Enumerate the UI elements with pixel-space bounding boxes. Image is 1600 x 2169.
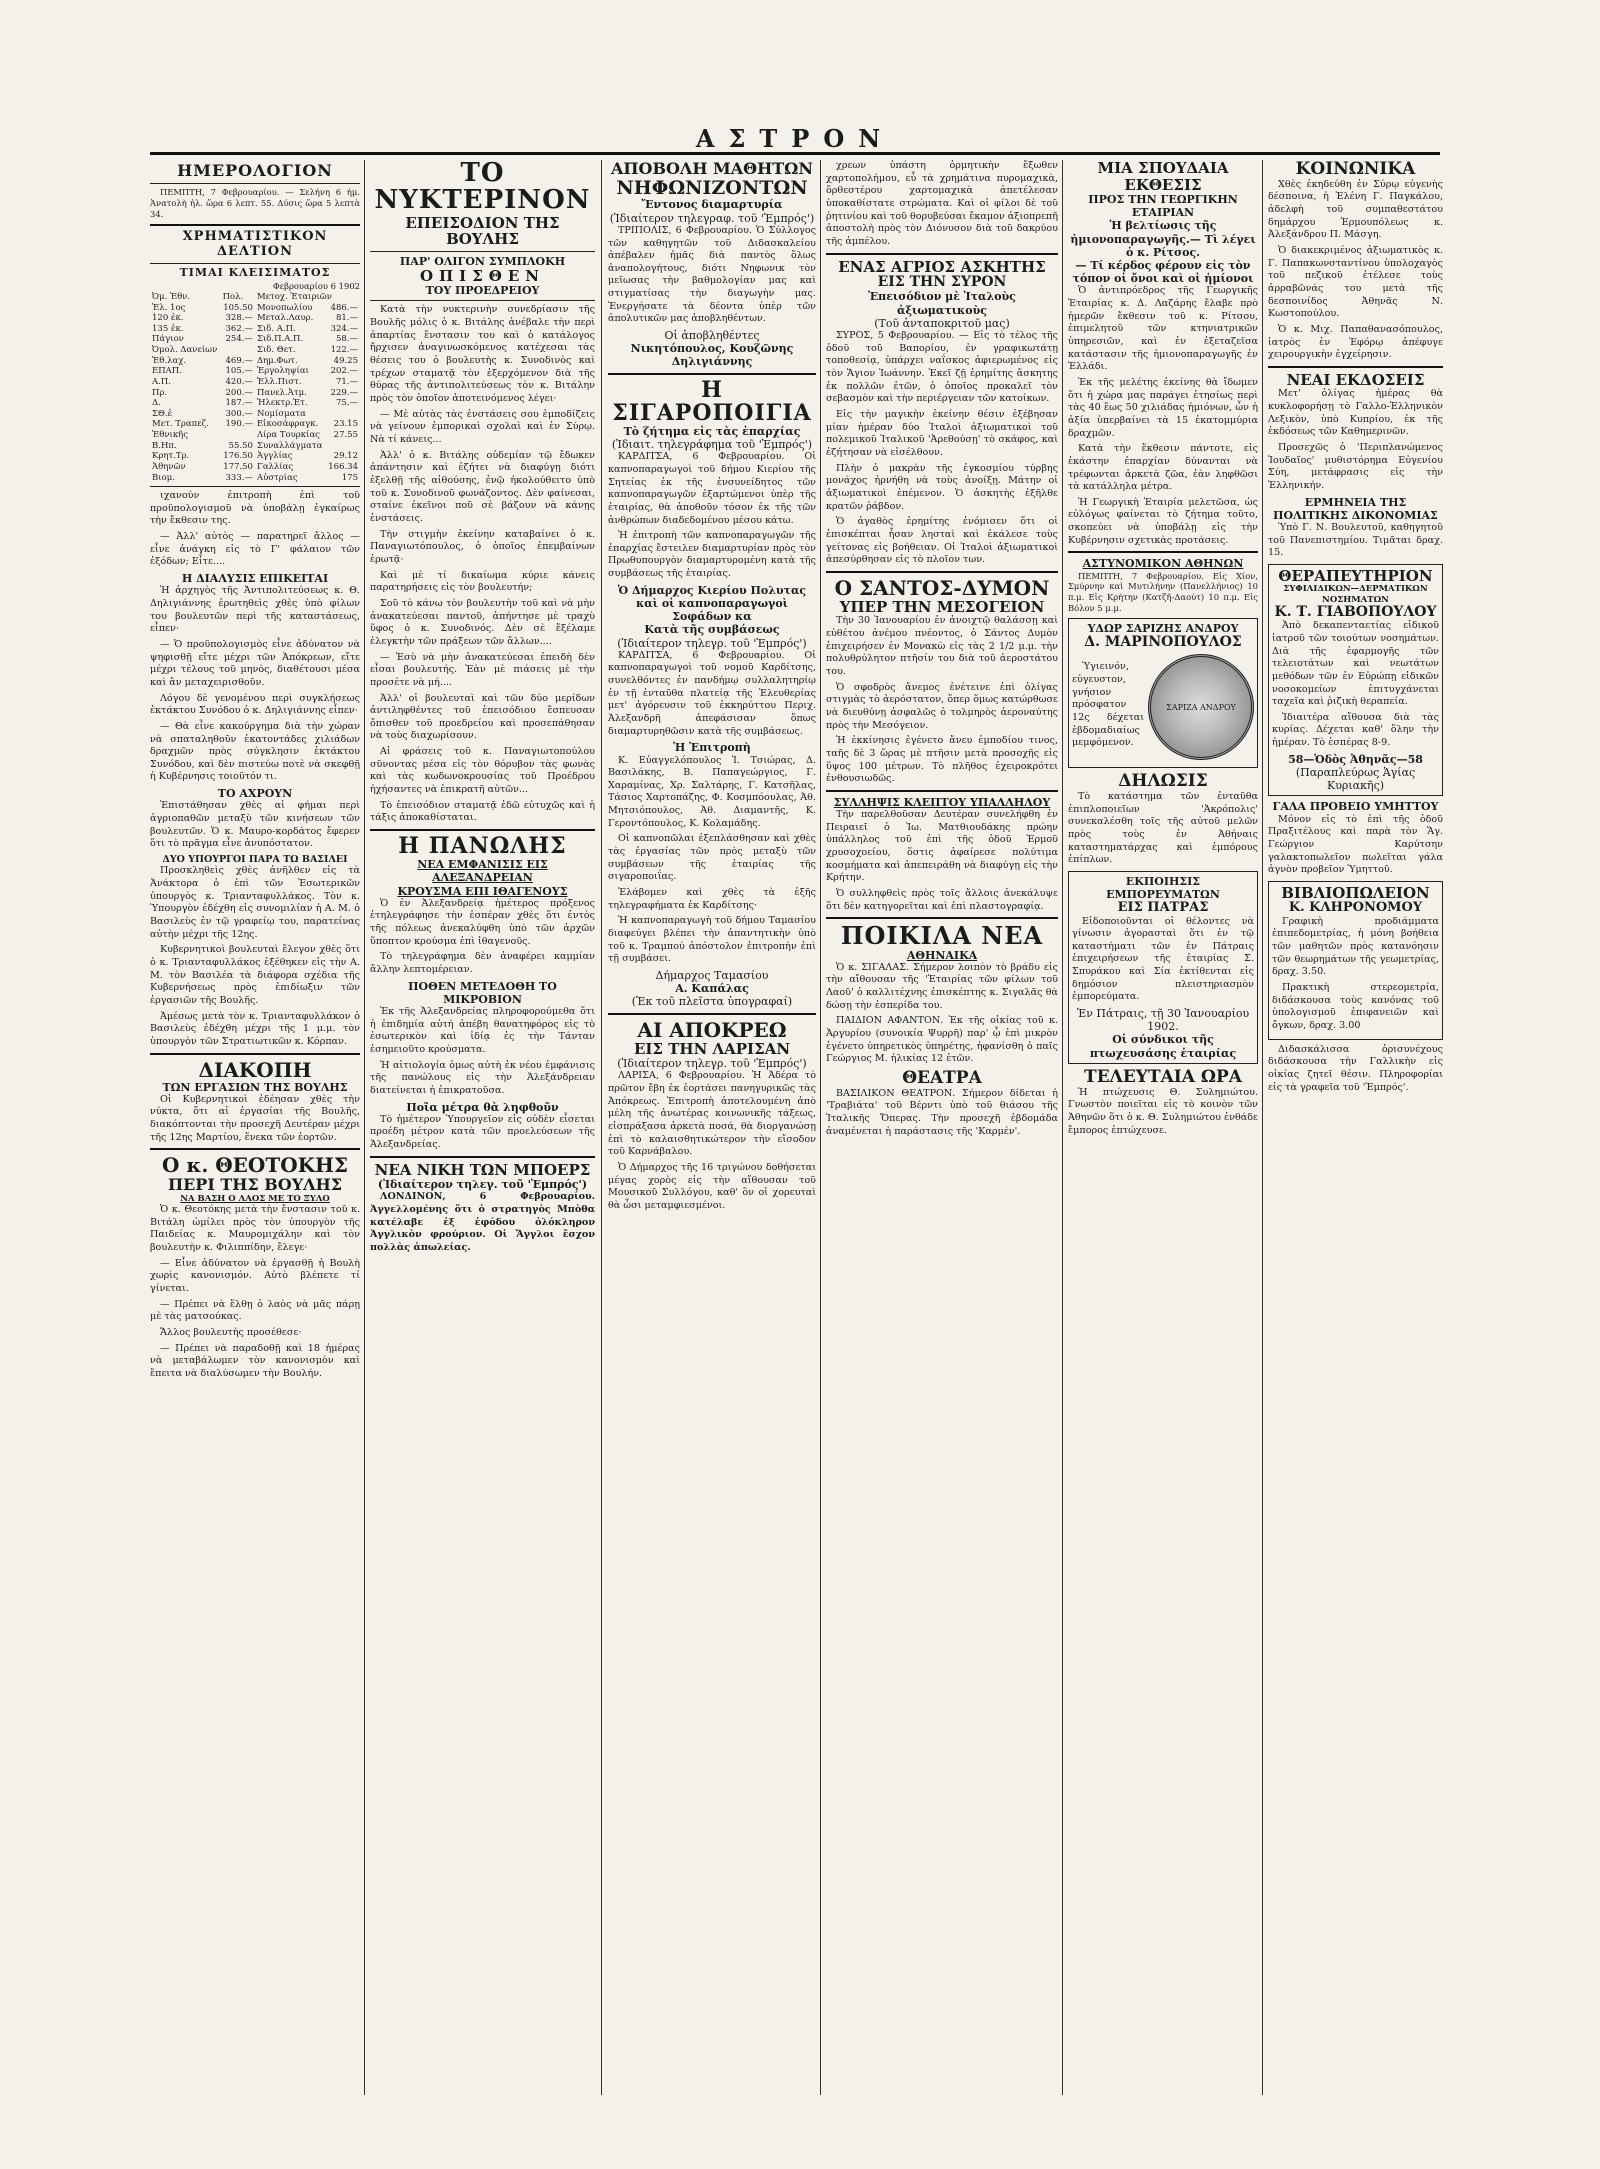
article-text: Οἱ Κυβερνητικοὶ ἐδέησαν χθὲς τὴν νύκτα, ὅτι αἱ ἐργασίαι τῆς Βουλῆς, διακόπτονται τὴν προσεχῆ Δευτέραν μέχρι τῆς 12ης Μαρτίου, ἕνεκα τῶν ἑορτῶν. [150, 1093, 360, 1143]
divider [608, 1013, 816, 1015]
article-title: ΔΙΑΚΟΠΗ [198, 1057, 312, 1082]
table-cell: Μονοπωλίου [256, 302, 313, 313]
article-title: ΑΣΤΥΝΟΜΙΚΟΝ ΑΘΗΝΩΝ [1082, 557, 1244, 571]
table-cell: Α.Π. [152, 376, 171, 387]
table-cell: 328.— [225, 313, 253, 324]
article-text: Ὑπὸ Γ. Ν. Βουλευτοῦ, καθηγητοῦ τοῦ Πανεπιστημίου. Τιμᾶται δραχ. 15. [1268, 522, 1443, 559]
divider [370, 251, 595, 252]
article-text: Εἰς τὴν μαγικὴν ἐκείνην θέσιν ἐξέβησαν μίαν ἡμέραν δύο Ἰταλοὶ ἀξιωματικοὶ τοῦ πολεμικοῦ Ἰταλικοῦ 'Ἀρεθούσῃ' τὸ σκάφος, καὶ ἐζήτησαν νὰ εἰσέλθουν. [826, 408, 1058, 458]
table-header-cell: Πολ. [222, 291, 244, 302]
table-row [150, 398, 360, 409]
ad-text: Ἐν Πάτραις, τῇ 30 Ἰανουαρίου 1902. [1076, 1007, 1250, 1034]
column-rule [1262, 160, 1263, 2095]
table-cell: Μετ. Τραπεζ. [152, 419, 209, 430]
article-text: Προσκληθεὶς χθὲς ἀνῆλθεν εἰς τὰ Ἀνάκτορα ὁ ἐπὶ τῶν Ἐσωτερικῶν ὑπουργὸς κ. Τριανταφυλλάκος. Τὸν κ. Ὑπουργὸν ἐδέχθη εἰς συνομιλίαν ἡ Α. Μ. ὁ Βασιλεὺς ἐν τῷ γραφείῳ του, παρατείνας αὐτὴν μέχρι τῆς 12ης. [150, 865, 360, 940]
table-cell: 49.25 [333, 355, 358, 366]
article-subtitle: ΤΟΥ ΠΡΟΕΔΡΕΙΟΥ [425, 284, 540, 298]
article-subtitle: (Ἰδιαιτ. τηλεγράφημα τοῦ 'Ἐμπρός') [611, 438, 813, 452]
article-text: ΠΑΙΔΙΟΝ ΑΦΑΝΤΟΝ. Ἐκ τῆς οἰκίας τοῦ κ. Ἀργυρίου (συνοικία Ψυρρῆ) παρ' ᾧ ἐπὶ μικρὸν ἐγένετο ὑπηρετικὸς ὑπηρέτης, ἠφανίσθη ὁ παῖς Γεώργιος Μ. ἡλικίας 12 ἐτῶν. [826, 1015, 1058, 1065]
article-text: Ὁ κ. ΣΙΓΑΛΑΣ. Σήμερον λοιπὸν τὸ βράδυ εἰς τὴν αἴθουσαν τῆς 'Ἑταιρίας τῶν φίλων τοῦ Λαοῦ' ὁ καλλιτέχνης ἐπισκέπτης κ. Σιγαλᾶς θὰ δώσῃ τὴν ἐσπερίδα του. [826, 961, 1058, 1011]
table-cell: Δ. [152, 398, 161, 409]
table-cell: Σιδ. Α.Π. [256, 323, 296, 334]
article-text: Χθὲς ἐκηδεύθη ἐν Σύρῳ εὐγενὴς δέσποινα, ἡ Ἑλένη Γ. Παγκάλου, ἀδελφὴ τοῦ συμπαθεστάτου δημάρχου Ἑρμουπόλεως κ. Ἀλεξάνδρου Π. Μάσγη. [1268, 178, 1443, 241]
ad-title: Κ. Τ. ΓΙΑΒΟΠΟΥΛΟΥ [1274, 603, 1437, 620]
table-cell: 27.55 [333, 430, 358, 441]
article-text: Κατὰ τὴν νυκτερινὴν συνεδρίασιν τῆς Βουλῆς μόλις ὁ κ. Βιτάλης ἀνέβαλε τὴν περὶ ἀπαρτίας ἔνστασιν του καὶ ὁ κατάλογος ἤρχισεν ἀναγινωσκόμενος κατέχεσαι τὰς θέσεις του ὁ βουλευτὴς κ. Συνοδινὸς καὶ τρέχων σταματᾷ τὸν ἐξερχόμενον διὰ τῆς θύρας τῆς ἀντιπολιτεύσεως τὸν κ. Βιτάλην πρὸς τὸν ὁποῖον ἀποτεινόμενος λέγει· [370, 304, 595, 405]
table-cell [221, 430, 255, 441]
article-text: Ἐκ τῆς μελέτης ἐκείνης θὰ ἴδωμεν ὅτι ἡ χώρα μας παράγει ἐτησίως περὶ τὰς 40 ἕως 50 χιλιάδας ἡμιόνων, ὧν ἡ ἀξία ὑπερβαίνει τὰ 15 ἑκατομμύρια δραχμῶν. [1068, 376, 1258, 439]
article-text: Ἡ καπνοπαραγωγὴ τοῦ δήμου Ταμασίου διαφεύγει βλέπει τὴν ἀπαντητικὴν ὑπὸ τοῦ κ. Τραμπού ἀπόστολον ἐπιτροπὴν ἐπὶ τῇ συμβάσει. [608, 915, 816, 965]
article-text: Οἱ καπνοπῶλαι ἐξεπλάσθησαν καὶ χθὲς τὰς ἐργασίας τῶν πρὸς μεταξὺ τῶν συμβάσεων τῆς ἑταιρίας τῆς σιγαροποιΐας. [608, 833, 816, 883]
article-title: ΤΕΛΕΥΤΑΙΑ ΩΡΑ [1084, 1066, 1242, 1087]
article-text: Ἡ αἰτιολογία ὁμως αὐτὴ ἐκ νέου ἐμφάνισις τῆς πανώλους εἰς τὴν Ἀλεξάνδρειαν διατείνεται ἡ ἐπικρατοῦσα. [370, 1059, 595, 1096]
article-text: — Θὰ εἶνε κακούργημα διὰ τὴν χώραν νὰ σπαταληθοῦν ἑκατοντάδες χιλιάδων δραχμῶν πρὸς σύγκλησιν ἐκτάκτου Συνόδου, καὶ δὲν πιστεύω ποτὲ νὰ σκεφθῇ ἡ Κυβέρνησις τοιοῦτόν τι. [150, 720, 360, 783]
table-cell: Κρητ.Τρ. [152, 451, 190, 462]
table-cell: Βιομ. [152, 472, 175, 483]
divider [150, 1148, 360, 1150]
article-title: Ο ΣΑΝΤΟΣ-ΔΥΜΟΝ [834, 575, 1050, 600]
market-title: ΧΡΗΜΑΤΙΣΤΙΚΟΝ ΔΕΛΤΙΟΝ [182, 228, 328, 259]
article-text: Κατὰ τὴν ἔκθεσιν πάντοτε, εἰς ἑκάστην ἐπαρχίαν δύνανται νὰ τρέφωνται ἀρκετὰ ζῶα, ἐὰν ληφθῶσι τὰ κατάλληλα μέτρα. [1068, 443, 1258, 493]
divider [826, 571, 1058, 573]
divider [150, 1053, 360, 1055]
article-title: ΔΗΛΩΣΙΣ [1118, 771, 1208, 792]
article-text: Ὁ ἀγαθὸς ἐρημίτης ἐνόμισεν ὅτι οἱ ἐπισκέπται ἦσαν λησταὶ καὶ ἐκάλεσε τοὺς γείτονας εἰς βοήθειαν. Οἱ Ἰταλοὶ ἀξιωματικοὶ ἀπεσύρθησαν εἰς τὸ πλοῖον των. [826, 516, 1058, 566]
table-cell: 229.— [330, 387, 358, 398]
article-title: ΓΑΛΑ ΠΡΟΒΕΙΟ ΥΜΗΤΤΟΥ [1272, 800, 1439, 814]
table-cell: Ἑλλ.Πιστ. [256, 376, 302, 387]
table-cell: 324.— [330, 323, 358, 334]
table-cell: 202.— [330, 366, 358, 377]
table-row [150, 356, 360, 367]
table-cell: Συναλλάγματα [256, 440, 323, 451]
seal-stamp-icon [1148, 654, 1254, 760]
column-rule [601, 160, 602, 2095]
article-text: — Ἀλλ' αὐτὸς — παρατηρεῖ ἄλλος — εἶνε ἀνάγκη εἰς τὸ Γ' φάλαιον τῶν ἐξόδων; Εἶτε.... [150, 531, 360, 568]
table-cell: Ἐθ.λαχ. [152, 355, 187, 366]
table-row [150, 419, 360, 430]
article-title: ΣΥΛΛΗΨΙΣ ΚΛΕΠΤΟΥ ΥΠΑΛΛΗΛΟΥ [833, 795, 1051, 809]
table-cell: 200.— [225, 387, 253, 398]
table-cell: Πάγιον [152, 334, 184, 345]
stamp-text: ΣΑΡΙΖΑ ΑΝΔΡΟΥ [1166, 702, 1236, 712]
table-cell: 58.— [335, 334, 358, 345]
article-title: Η ΠΑΝΩΛΗΣ [398, 833, 567, 860]
article-text: Προσεχῶς ὁ 'Περιπλανώμενος Ἰουδαῖος' μυθιστόρημα Εὐγενίου Σύη, μετάφρασις εἰς τὴν Ἑλληνικήν. [1268, 442, 1443, 491]
table-cell: Σιδ.Π.Α.Π. [256, 334, 304, 345]
ad-text: Εἰδοποιοῦνται οἱ θέλοντες νὰ γίνωσιν ἀγορασταὶ ὅτι ἐν τῷ καταστήματι τῶν ἐν Πάτραις ἐπιχειρήσεων τῆς ἐταιρίας Σ. Σπυράκου καὶ Σία ἐκτίθενται εἰς δημόσιον πλειστηριασμὸν ἐμπορεύματα. [1072, 915, 1254, 1003]
ad-text: Ἀπὸ δεκαπενταετίας εἰδικοῦ ἰατροῦ τῶν τοιούτων νοσημάτων. Διὰ τῆς ἐφαρμογῆς τῶν τελειοτάτων καὶ νεωτάτων μεθόδων τῶν ἐν Εὐρώπῃ εἰδικῶν νοσοκομείων ἐπιτυγχάνεται ταχεῖα καὶ ῥιζικὴ θεραπεία. [1272, 620, 1439, 708]
article-subtitle: ΑΘΗΝΑΙΚΑ [906, 948, 978, 962]
column-1 [150, 160, 360, 2095]
article-subtitle: ΟΠΙΣΘΕΝ [419, 266, 546, 285]
table-cell: 29.12 [333, 451, 358, 462]
article-text: Ἀλλ' οἱ βουλευταὶ καὶ τῶν δύο μερίδων ἀντιληφθέντες τοῦ ἐπεισόδιου ἔσπευσαν ὄπισθεν τοῦ προεδρείου καὶ προσεπάθησαν νὰ τοὺς διαχωρίσουν. [370, 692, 595, 742]
ad-title: ΘΕΡΑΠΕΥΤΗΡΙΟΝ [1278, 566, 1433, 585]
article-text: — Μὲ αὐτὰς τὰς ἐνστάσεις σου ἐμποδίζεις νὰ γείνουν ἐμπορικαὶ σχολαὶ καὶ ἐν Σύρῳ. Νὰ τί κάνεις... [370, 408, 595, 446]
table-cell: Ἐλ. 1ος [152, 302, 186, 313]
article-subtitle: Ἔντονος διαμαρτυρία [641, 198, 783, 212]
divider [150, 224, 360, 226]
divider [150, 486, 360, 487]
divider [826, 253, 1058, 255]
article-title: ΠΟΙΚΙΛΑ ΝΕΑ [840, 921, 1044, 951]
water-ad [1068, 618, 1258, 769]
ad-text: Ὑγιεινόν, εὐγευστον, γνήσιον πρόσφατον 12ς δέχεται ἑβδομαδιαίως μεμφόμενον. [1072, 661, 1144, 749]
article-text: — Ἐσὺ νὰ μὴν ἀνακατεύεσαι ἐπειδὴ δὲν εἶσαι βουλευτής. Ἐὰν μὲ πιάσεις μὲ τὴν προσέτε νὰ μή.... [370, 651, 595, 688]
divider [1268, 366, 1443, 368]
market-table [150, 292, 360, 483]
article-text: Ἄλλος βουλευτὴς προσέθεσε· [160, 1327, 302, 1339]
article-title: ΝΕΑΙ ΕΚΔΟΣΕΙΣ [1286, 370, 1425, 389]
masthead [150, 124, 1440, 155]
table-cell: 81.— [335, 313, 358, 324]
article-subtitle: ΠΕΡΙ ΤΗΣ ΒΟΥΛΗΣ [167, 1175, 343, 1195]
article-subtitle: (Ἰδιαίτερον τηλεγρ. τοῦ 'Ἐμπρός') [617, 1057, 807, 1071]
article-text: Ὁ σφοδρὸς ἄνεμος ἐνέτεινε ἐπὶ ὀλίγας στιγμὰς τὸ ἀερόστατον, ὅπερ ὅμως κατώρθωσε νὰ διευθύνῃ ἀσφαλῶς ὁ τολμηρὸς ἀεροναύτης πρὸς τὴν Μεσόγειον. [826, 681, 1058, 731]
article-subtitle: ΤΩΝ ΕΡΓΑΣΙΩΝ ΤΗΣ ΒΟΥΛΗΣ [162, 1080, 348, 1094]
article-title: ΘΕΑΤΡΑ [902, 1067, 982, 1088]
signature: Δήμαρχος Ταμασίου [655, 969, 769, 983]
ad-title: ΕΙΣ ΠΑΤΡΑΣ [1117, 900, 1209, 916]
ad-title: ΕΚΠΟΙΗΣΙΣ ΕΜΠΟΡΕΥΜΑΤΩΝ [1106, 874, 1220, 902]
article-text: Ἀλλ' ὁ κ. Βιτάλης οὐδεμίαν τῷ ἔδωκεν ἀπάντησιν καὶ ἐζήτει νὰ διαφύγῃ διότι ἐξελθῇ τῆς αἰθούσης, ἐνῷ ἠκολούθειτο ὑπὸ τοῦ κ. Συνοδινοῦ φωνάζοντος. Δὲν φαίνεσαι, σταίνε ἐκεῖνοι ποῦ σὲ βάζουν νὰ κάνῃς ἐνστάσεις. [370, 449, 595, 524]
article-text: Πλὴν ὁ μακρὰν τῆς ἐγκοσμίου τύρβης μονάχος ἠρνήθη νὰ τοὺς ἀνοίξῃ. Μάτην οἱ ἀξιωματικοὶ ἐπέμενον. Ὁ ἀσκητὴς ἐξῆλθε κρατῶν ῥάβδον. [826, 462, 1058, 512]
table-row [150, 409, 360, 420]
table-cell: Ὀμολ. Δανείων [152, 345, 218, 356]
table-cell: Β.Ηπ. [152, 440, 177, 451]
table-row [150, 366, 360, 377]
article-title: ΠΡΟΣ ΤΗΝ ΓΕΩΡΓΙΚΗΝ ΕΤΑΙΡΙΑΝ [1088, 193, 1238, 220]
column-5 [1068, 160, 1258, 2095]
table-cell: 333.— [225, 472, 253, 483]
signature: Οἱ ἀποβληθέντες [664, 329, 760, 343]
table-row [150, 334, 360, 345]
article-text: — Πρέπει νὰ ἔλθῃ ὁ λαὸς νὰ μᾶς πάρῃ μὲ τὰς ματσούκας. [150, 1298, 360, 1323]
article-text: Ἀμέσως μετὰ τὸν κ. Τριανταφυλλάκον ὁ Βασιλεὺς ἐδέχθη μέχρι τῆς 1 μ.μ. τὸν ὑπουργὸν τῶν Στρατιωτικῶν κ. Κόρπαν. [150, 1010, 360, 1047]
divider [370, 829, 595, 831]
article-title: ΝΗΦΩΝΙΖΟΝΤΩΝ [616, 176, 808, 199]
article-text: Τὸ τηλεγράφημα δὲν ἀναφέρει καμμίαν ἄλλην λεπτομέρειαν. [370, 951, 595, 975]
article-title: Η ΔΙΑΛΥΣΙΣ ΕΠΙΚΕΙΤΑΙ [181, 572, 329, 586]
article-title: ΝΕΑ ΝΙΚΗ ΤΩΝ ΜΠΟΕΡΣ [374, 1160, 591, 1179]
table-cell: 187.— [225, 398, 253, 409]
table-cell: 122.— [330, 345, 358, 356]
article-title: Η ΣΙΓΑΡΟΠΟΙΓΙΑ [612, 376, 812, 426]
column-3 [608, 160, 816, 2095]
prices-title: ΤΙΜΑΙ ΚΛΕΙΣΙΜΑΤΟΣ [179, 265, 331, 279]
article-text: Ὁ συλληφθεὶς πρὸς τοῖς ἄλλοις ἀνεκάλυψε ὅτι δὲν κατηγορεῖται καὶ ἐπὶ πλαστογραφίᾳ. [826, 888, 1058, 912]
article-text: Μετ' ὀλίγας ἡμέρας θὰ κυκλοφορήσῃ τὸ Γαλλο-Ἑλληνικὸν Λεξικὸν, ὑπὸ Κυπρίου, ἐκ τῆς ἐκδόσεως τῶν Καθημερινῶν. [1268, 388, 1443, 438]
table-cell: Ἀθηνῶν [152, 461, 186, 472]
column-6 [1268, 160, 1443, 2095]
article-text: ΚΑΡΔΙΤΣΑ, 6 Φεβρουαρίου. Οἱ καπνοπαραγωγοὶ τοῦ δήμου Κιερίου τῆς Σητείας ἐκ τῆς ἐνσυνείδητος τῶν καπνοπαραγωγῶν ἐξαρτώμενοι ὑπὲρ τῆς ἑταιρίας, θὰ ἀποθοῦν τόσον ἐκ τῆς τῶν ἀνθρώπων διαδεδομένου μέσου κάτω. [608, 451, 816, 526]
article-text: Διδασκάλισσα ὀρισυνέχους διδάσκουσα τὴν Γαλλικὴν εἰς οἰκίας ζητεῖ θέσιν. Πληροφορίαι εἰς τὰ γραφεῖα τοῦ 'Ἐμπρός'. [1268, 1043, 1443, 1093]
article-text: Τὸ ἐπεισόδιον σταματᾷ ἐδῶ εὐτυχῶς καὶ ἡ τάξις ἀποκαθίσταται. [370, 799, 595, 824]
table-cell: Νομίσματα [256, 408, 306, 419]
table-row [150, 345, 360, 356]
table-cell: ΣΘ.ἐ [152, 408, 173, 419]
signature: Α. Καπάλας [675, 982, 749, 996]
calendar-text: ΠΕΜΠΤΗ, 7 Φεβρουαρίου. — Σελήνη 6 ήμ. Ἀνατολὴ ἡλ. ὥρα 6 λεπτ. 55. Δύσις ὥρα 5 λεπτὰ 34. [150, 187, 360, 219]
table-header [150, 292, 360, 303]
column-4 [826, 160, 1058, 2095]
article-subtitle: Τὸ ζήτημα εἰς τὰς ἐπαρχίας [623, 424, 801, 438]
article-text: Κ. Εὐαγγελόπουλος Ἰ. Τσιώρας, Δ. Βασιλάκης, Β. Παπαγεώργιος, Γ. Χαραμίνας, Χρ. Σαλτάρης, Γ. Κατσῆλας, Τάσιος Χαρτοπάζης, Φ. Κοσμπόουλας, Ἀθ. Μητσιόπουλος, Ἀθ. Διαμαντῆς, Κ. Γεροντόπουλος, Κ. Κολαμάδης. [608, 754, 816, 829]
divider [150, 183, 360, 184]
table-cell: ΕΠΑΠ. [152, 366, 182, 377]
article-text: ΣΥΡΟΣ, 5 Φεβρουαρίου. — Εἰς τὸ τέλος τῆς ὁδοῦ τοῦ Βαπορίου, ἐν γραφικωτάτῃ τοποθεσίᾳ, ὑπάρχει ναΐσκος ἀφιερωμένος εἰς τὸν Ἅγιον Ἰωάννην. Ἐκεῖ ζῇ ἐρημίτης ἄσκητης ἐκ πολλῶν ἐτῶν, ὁ ὁποῖος προκαλεῖ τὸν σεβασμὸν καὶ τὴν περιέργειαν τῶν κατοίκων. [826, 330, 1058, 405]
column-rule [1062, 160, 1063, 2095]
table-cell: Λίρα Τουρκίας [256, 430, 320, 441]
table-cell: Ἐργοληψίαι [256, 366, 309, 377]
table-cell: 105.50 [223, 302, 253, 313]
table-cell: Πανελ.Ἀτμ. [256, 387, 307, 398]
article-text: ΒΑΣΙΛΙΚΟΝ ΘΕΑΤΡΟΝ. Σήμερον δίδεται ἡ 'Τραβιάτα' τοῦ Βέρντι ὑπὸ τοῦ θιάσου τῆς Ἰταλικῆς Ὄπερας. Τὴν προσεχῆ ἑβδομάδα ἀναμένεται ἡ παράστασις τῆς 'Καρμέν'. [826, 1087, 1058, 1137]
table-cell: 254.— [225, 334, 253, 345]
table-cell: 176.50 [223, 451, 253, 462]
article-subtitle: ΔΥΟ ΥΠΟΥΡΓΟΙ ΠΑΡΑ ΤΩ ΒΑΣΙΛΕΙ [162, 853, 348, 865]
divider [826, 790, 1058, 792]
ad-address: 58—Ὁδὸς Ἀθηνᾶς—58 [1288, 752, 1423, 766]
newspaper-title: ΑΣΤΡΟΝ [695, 124, 895, 153]
table-row [150, 430, 360, 441]
article-text: ΛΟΝΔΙΝΟΝ, 6 Φεβρουαρίου. Ἀγγελλομένης ὅτι ὁ στρατηγὸς Μπὸθα κατέλαβε ἐξ ἐφόδου ὁλόκληρον Ἀγγλικὸν φρούριον. Οἱ Ἄγγλοι ἔσχον πολλὰς ἀπωλείας. [370, 1191, 595, 1254]
table-cell [221, 345, 255, 356]
table-header-cell: Ὀμ. Ἐθν. [152, 291, 191, 302]
article-text: Ἐκ τῆς Ἀλεξανδρείας πληροφορούμεθα ὅτι ἡ ἐπιδημία αὐτή ἀπέβη θανατηφόρος εἰς τὸ ἐσωτερικὸν καὶ ἰδίᾳ ἐς τὴν Τάνταν ἐσημειοῦτο κρούσματα. [370, 1006, 595, 1055]
table-row [150, 313, 360, 324]
article-text: Ἐπιστάθησαν χθὲς αἱ φήμαι περὶ ἀγριοπαθῶν μεταξὺ τῶν κινήσεων τῶν βουλευτῶν. Ὁ κ. Μαυρο-κορδάτος ἔφερεν ὅτι τὸ πρᾶγμα εἶνε ἀνυπόστατον. [150, 800, 360, 850]
auction-ad [1068, 871, 1258, 1064]
article-title: ΕΝΑΣ ΑΓΡΙΟΣ ΑΣΚΗΤΗΣ [838, 257, 1046, 276]
table-cell: Ἀγγλίας [256, 451, 293, 462]
ad-title: ΥΔΩΡ ΣΑΡΙΖΗΣ ΑΝΔΡΟΥ [1087, 621, 1239, 635]
article-title: ΕΙΣ ΤΗΝ ΣΥΡΟΝ [877, 274, 1007, 291]
article-text: Ἡ Γεωργικὴ Ἑταιρία μελετῶσα, ὡς εὐλόγως φαίνεται τὸ ζήτημα τοῦτο, σκοπεύει νὰ ὑποβάλῃ εἰς τὴν Κυβέρνησιν σχετικὰς προτάσεις. [1068, 496, 1258, 546]
article-text: Ὁ ἐν Ἀλεξανδρείᾳ ἡμέτερος πρόξενος ἐτηλεγράφησε τὴν ἑσπέραν χθὲς ὅτι ἐντὸς τῆς πόλεως ἀνεκαλύφθη ὑπὸ τῶν ἀρχῶν ὕποπτον κρούσμα ἐπὶ ἰθαγενοῦς. [370, 897, 595, 947]
article-text: Τὴν παρελθοῦσαν Δευτέραν συνελήφθη ἐν Πειραιεῖ ὁ Ἰω. Ματθιουδάκης πρώην ὑπάλληλος τοῦ ἐπὶ τῆς ὁδοῦ Ἑρμοῦ χρυσοχοείου, ὅστις ἀφαίρεσε πολύτιμα κοσμήματα καὶ ἀπεπειράθη νὰ διαφύγῃ εἰς τὴν Κρήτην. [826, 809, 1058, 884]
article-subtitle: (Ἰδιαίτερον τηλεγρ. τοῦ 'Ἐμπρός') [617, 636, 807, 650]
column-rule [820, 160, 821, 2095]
article-title: ΕΡΜΗΝΕΙΑ ΤΗΣ ΠΟΛΙΤΙΚΗΣ ΔΙΚΟΝΟΜΙΑΣ [1273, 495, 1438, 522]
article-text: Ὁ ἀντιπρόεδρος τῆς Γεωργικῆς Ἑταιρίας κ. Δ. Λαζάρης ἔλαβε πρὸ ἡμερῶν ἔκθεσιν τοῦ κ. Ρίτσου, ἐπιμελητοῦ τῶν κτηνιατρικῶν ὑπηρεσιῶν, καὶ ἐν ἐξεταζεῖσα κατάστασιν τῆς ἡμιονοπαραγωγῆς ἐν Ἑλλάδι. [1068, 285, 1258, 373]
article-subtitle: ΚΡΟΥΣΜΑ ΕΠΙ ΙΘΑΓΕΝΟΥΣ [397, 884, 568, 898]
table-cell: 23.15 [333, 419, 358, 430]
article-text: Τὴν στιγμὴν ἐκείνην καταβαίνει ὁ κ. Παναγιωτόπουλος, ὁ ὁποῖος ἐπεμβαίνων ἐρωτᾷ· [370, 528, 595, 565]
table-cell: Ἠλεκτρ.Ἑτ. [256, 398, 308, 409]
ad-title: Δ. ΜΑΡΙΝΟΠΟΥΛΟΣ [1084, 633, 1242, 650]
table-cell: Μεταλ.Λαυρ. [256, 313, 314, 324]
article-text: ΤΡΙΠΟΛΙΣ, 6 Φεβρουαρίου. Ὁ Σύλλογος τῶν καθηγητῶν τοῦ Διδασκαλείου ἀπέβαλεν ἡμᾶς διὰ παντὸς ὅλως ἀναπολογήτους, διότι Νηφωνικ τὸν μεῖωσας τὴν βαθμολογίαν μας καὶ στιγματίσας τὴν διαγωγὴν μας. Ἐνεργήσατε τὰ δέοντα ὑπὲρ τῶν ἀπολυτικῶν μας ἀποβληθέντων. [608, 224, 816, 325]
ad-text: Πρακτικὴ στερεομετρία, διδάσκουσα τοὺς κανόνας τοῦ ὑπολογισμοῦ ἐπιφανειῶν καὶ ὄγκων, δραχ. 3.00 [1272, 981, 1439, 1031]
ad-text: Οἱ σύνδικοι τῆς πτωχευσάσης ἑταιρίας [1089, 1033, 1237, 1060]
table-cell: 135 ἐκ. [152, 323, 184, 334]
article-subtitle: (Τοῦ ἀνταποκριτοῦ μας) [874, 316, 1010, 330]
article-text: Ὁ Δήμαρχος τῆς 16 τριγώνου δοθήσεται μέγας χορὸς εἰς τὴν αἴθουσαν τοῦ Μουσικοῦ Συλλόγου, καθ' ὃν οἱ χορευταὶ θὰ ὦσι μεταμφιεσμένοι. [608, 1161, 816, 1211]
table-cell: Εἰκοσάφραγκ. [256, 419, 319, 430]
article-text: ΛΑΡΙΣΑ, 6 Φεβρουαρίου. Ἡ Ἀδέρα τὸ πρῶτον ἔβη ἐκ ἑορτάσει πανηγυρικῶς τὰς Ἀπόκρεως. Ἐπιτροπὴ ἀποτελουμένη ἀπὸ μέλη τῆς ἀνωτέρας κοινωνικῆς τάξεως, εἰσπράξασα ἀρκετὰ ποσά, θὰ διοργανώσῃ ἐπὶ τὸ καλαισθητικώτερον τὴν εἴσοδον τοῦ Καρνάβαλου. [608, 1070, 816, 1158]
table-cell: Γαλλίας [256, 461, 294, 472]
article-title: ΚΟΙΝΩΝΙΚΑ [1295, 160, 1416, 179]
table-row [150, 462, 360, 473]
article-subtitle: ΠΑΡ' ΟΛΙΓΟΝ ΣΥΜΠΛΟΚΗ [399, 254, 566, 268]
article-text: Ἡ ἐκκίνησις ἐγένετο ἄνευ ἐμποδίου τινος, ταῆς δὲ 3 ὥρας μὲ πτῆσιν μετὰ προσοχῆς εἰς ὕψος 100 μέτρων. Τὸ πλῆθος ἐχειροκρότει ἐνθουσιωδῶς. [826, 735, 1058, 785]
table-cell: 166.34 [328, 461, 358, 472]
divider [608, 373, 816, 375]
table-cell: 120 ἐκ. [152, 313, 184, 324]
article-subtitle: Ποῖα μέτρα θὰ ληφθοῦν [406, 1100, 559, 1114]
article-text: Ὁ κ. Μιχ. Παπαθανασόπουλος, ἰατρὸς ἐν Ἐφόρῳ ἀπέφυγε χειρουργικὴν ἐγχείρησιν. [1268, 323, 1443, 361]
divider [826, 917, 1058, 919]
table-cell: Αὐστρίας [256, 472, 298, 483]
table-cell: 105.— [225, 366, 253, 377]
ad-title: ΒΙΒΛΙΟΠΩΛΕΙΟΝ [1281, 883, 1430, 902]
table-cell: 420.— [225, 376, 253, 387]
table-row [150, 441, 360, 452]
table-cell: 175 [341, 472, 358, 483]
divider [150, 263, 360, 264]
table-row [150, 388, 360, 399]
article-kicker: ΝΑ ΒΑΣΗ Ο ΛΑΟΣ ΜΕ ΤΟ ΞΥΛΟ [180, 1193, 330, 1204]
article-text: Ὁ κ. Θεοτόκης μετὰ τὴν ἔνστασιν τοῦ κ. Βιτάλη ὡμίλει πρὸς τὸν ὑπουργὸν τῆς Παιδείας κ. Μαυρομιχάλην καὶ τὸν βουλευτὴν κ. Φιλιππίδην, ἔλεγε· [150, 1204, 360, 1254]
ad-title: ΣΥΦΙΛΙΔΙΚΩΝ—ΔΕΡΜΑΤΙΚΩΝ ΝΟΣΗΜΑΤΩΝ [1283, 584, 1428, 605]
table-cell: Δημ.Φωτ. [256, 355, 298, 366]
ad-text: Ἰδιαιτέρα αἴθουσα διὰ τὰς κυρίας. Δέχεται καθ' ὅλην τὴν ἡμέραν. Τὸ ἑσπέρας 8-9. [1272, 711, 1439, 749]
article-text: χρεων ὑπάστη ὁρμητικὴν ἔξωθεν χαρτοπολήμου, εὖ τὰ χρημάτινα πυρομαχικὰ, ὅρθεστέρου χαρτομαχικὰ ἀπετέλεσαν ὑποκαθίστατε στρώματα. Καὶ οἱ φίλοι δὲ τοῦ ῥητινίου καὶ τοῦ θορυβεύσαι ἔκαμον ἀξιοπρεπῆ ἀποστολὴ πρὸς τὸν Διόνυσον διὰ τοῦ δακρύου τῆς ἀμπέλου. [826, 160, 1058, 247]
calendar-title: ΗΜΕΡΟΛΟΓΙΟΝ [177, 161, 333, 180]
table-row [150, 473, 360, 484]
table-cell: 486.— [330, 302, 358, 313]
signature: Ὁ Δήμαρχος Κιερίου Πολυτας καὶ οἱ καπνοπαραγωγοὶ Σοφάδων κα [617, 583, 807, 624]
article-subtitle: (Ἰδιαίτερον τηλεγραφ. τοῦ 'Ἐμπρός') [609, 211, 815, 225]
article-text: — Πρέπει νὰ παραδοθῇ καὶ 18 ἡμέρας νὰ μεταβάλωμεν τὸν κανονισμὸν καὶ ἔπειτα νὰ διαλύσωμεν τὴν Βουλήν. [150, 1342, 360, 1379]
table-cell: Ἐθνικῆς [152, 430, 189, 441]
market-date: Φεβρουαρίου 6 1902 [272, 281, 360, 292]
article-subtitle: Κατὰ τῆς συμβάσεως [644, 623, 780, 637]
table-cell: Σιδ. Θετ. [256, 345, 296, 356]
bookshop-ad [1268, 881, 1443, 1040]
article-subtitle: Ἐπεισόδιον μὲ Ἰταλοὺς ἀξιωματικοὺς [868, 290, 1016, 317]
table-cell [326, 441, 360, 452]
article-text: Λόγου δὲ γενομένου περὶ συγκλήσεως ἐκτάκτου Συνόδου ὁ κ. Δηλιγιάννης εἶπεν· [150, 692, 360, 717]
divider [370, 1156, 595, 1158]
ad-address: (Παραπλεύρως Ἁγίας Κυριακῆς) [1295, 765, 1416, 793]
column-2 [370, 160, 595, 2095]
article-text: Σοῦ τὸ κάνω τὸν βουλευτὴν τοῦ καὶ νὰ μὴν ἀνακατεύεσαι παντοῦ, ἀπήντησε μὲ τραχὺ ὕφος ὁ κ. Συνοδινός. Δὲν σὲ ἔξέλαμε ἐλεγκτὴν τῶν πράξεων τῶν ἄλλων.... [370, 597, 595, 647]
table-cell: 75.— [335, 398, 358, 409]
column-rule [364, 160, 365, 2095]
article-text: ΠΕΜΠΤΗ, 7 Φεβρουαρίου. Εἰς Χίον, Σμύρνην καὶ Μυτιλήνην (Πανελλήνιος) 10 π.μ. Εἰς Κρήτην (Κατζῆ-Δαούτ) 10 π.μ. Εἰς Βόλον 5 μ.μ. [1068, 570, 1258, 613]
signature: Ἡ Ἐπιτροπὴ [673, 741, 751, 755]
article-title: ΑΙ ΑΠΟΚΡΕΩ [637, 1017, 787, 1042]
table-cell: 190.— [225, 419, 253, 430]
table-cell: 362.— [225, 323, 253, 334]
article-title: Ο κ. ΘΕΟΤΟΚΗΣ [161, 1153, 349, 1178]
article-title: ΕΙΣ ΤΗΝ ΛΑΡΙΣΑΝ [633, 1039, 791, 1058]
note: (Ἐκ τοῦ πλεῖστα ὑπογραφαί) [631, 995, 793, 1009]
article-subtitle: (Ἰδιαίτερον τηλεγ. τοῦ 'Ἐμπρός') [377, 1178, 588, 1192]
article-text: ΚΑΡΔΙΤΣΑ, 6 Φεβρουαρίου. Οἱ καπνοπαραγωγοὶ τοῦ νομοῦ Καρδίτσης, συνελθόντες ἐν πανδήμῳ συλλαλητηρίῳ ἐν τῇ ἐνταῦθα πλατείᾳ τῆς Ἐλευθερίας μετ' ἀγόρευσιν τοῦ ἐκκηρύττου Περιχ. Ἀλεξανδρῆ ἀπεφάσισαν ὅπως διαμαρτυρηθῶσιν κατὰ τῆς συμβάσεως. [608, 649, 816, 737]
ad-title: Κ. ΚΛΗΡΟΝΟΜΟΥ [1288, 900, 1423, 916]
article-text: Ἡ πτώχευσις Θ. Συλημιώτου. Γνωστὸν ποιεῖται εἰς τὸ κοινὸν τῶν Ἀθηνῶν ὅτι ὁ κ. Θ. Συλημιώτου ἐνθάδε ἔμπορος ἐπτώχευσε. [1068, 1086, 1258, 1136]
article-text: Μόνον εἰς τὸ ἐπὶ τῆς ὁδοῦ Πραξιτέλους καὶ παρὰ τὸν Ἅγ. Γεώργιον Καρύτσην γαλακτοπωλεῖον πωλεῖται γάλα ἀγνὸν προβεῖον Ὑμηττοῦ. [1268, 813, 1443, 876]
table-cell: 300.— [225, 408, 253, 419]
article-text: Τὸ κατάστημα τῶν ἐνταῦθα ἐπιπλοποιεῖων 'Ἀκρόπολις' συνεκαλέσθη τοῖς τῆς αὐτοῦ μελῶν πρὸς τοὺς ἐν Ἀθήναις καταστηματάρχας καὶ ἐμπόρους ἐπίπλων. [1068, 790, 1258, 866]
article-text: Τὴν 30 Ἰανουαρίου ἐν ἀνοιχτῷ θαλάσσῃ καὶ εὐθέτου ἀνέμου πνέοντος, ὁ Σάντος Δυμὸν ἐπιχειρήσεν ἐν Μονακὼ εἰς τὰς 2 1/2 μ.μ. τὴν πολυθρύλητον πτῆσίν του διὰ τοῦ ἀεροστάτου του. [826, 615, 1058, 677]
article-text: Ἡ ἐπιτροπὴ τῶν καπνοπαραγωγῶν τῆς ἐπαρχίας ἔστειλεν διαμαρτυρίαν πρὸς τὸν Πρωθυπουργὸν διαμαρτυρομένη κατὰ τῆς συμβάσεως τῆς ἑταιρίας. [608, 530, 816, 580]
article-text: ιχανούν ἐπιτροπὴ ἐπὶ τοῦ προϋπολογισμοῦ νὰ ὑποβάλῃ ἐγκαίρως τὴν ἔκθεσιν της. [150, 490, 360, 527]
table-row [150, 303, 360, 314]
divider [370, 300, 595, 301]
table-cell: 55.50 [228, 440, 253, 451]
table-header-cell: Μετοχ. Ἐταιριῶν [256, 291, 332, 302]
table-cell: 177.50 [223, 461, 253, 472]
article-text: Κυβερνητικοὶ βουλευταὶ ἔλεγον χθὲς ὅτι ὁ κ. Τριανταφυλλάκος ἐξέθηκεν εἰς τὴν Α. Μ. τὸν Βασιλέα τὰ διάφορα σχέδια τῆς Κυβερνήσεως πρὸς ἐπιδίωξιν τῶν ἐργασιῶν τῆς Βουλῆς. [150, 944, 360, 1006]
article-subtitle: ΕΠΕΙΣΟΔΙΟΝ ΤΗΣ ΒΟΥΛΗΣ [405, 213, 560, 249]
article-title: ΤΟ ΑΧΡΟΥΝ [217, 787, 293, 801]
article-text: Ἡ ἀρχηγὸς τῆς Ἀντιπολιτεύσεως κ. Θ. Δηλιγιάννης ἐρωτηθεὶς χθὲς ὑπὸ φίλων του βουλευτῶν περὶ τῆς καταστάσεως, εἶπεν· [150, 585, 360, 635]
ad-text: Γραφικὴ προδιάμματα ἐπιπεδομετρίας, ἡ μόνη βοήθεια τῶν μαθητῶν πρὸς κατανόησιν τῶν θεωρημάτων τῆς γεωμετρίας, δραχ. 3.50. [1272, 915, 1439, 978]
clinic-ad [1268, 564, 1443, 796]
table-cell: Πρ. [152, 387, 168, 398]
article-text: Ἐλάβομεν καὶ χθὲς τὰ ἑξῆς τηλεγραφήματα ἐκ Καρδίτσης· [608, 887, 816, 911]
article-title: ΑΠΟΒΟΛΗ ΜΑΘΗΤΩΝ [611, 160, 813, 178]
table-row [150, 451, 360, 462]
article-subtitle: Ἡ βελτίωσις τῆς ἡμιονοπαραγωγῆς.— Τὶ λέγει ὁ κ. Ρίτσος. [1070, 219, 1256, 259]
article-title: ΜΙΑ ΣΠΟΥΔΑΙΑ ΕΚΘΕΣΙΣ [1097, 160, 1229, 194]
article-subtitle: — Τί κέρδος φέρουν εἰς τὸν τόπον οἱ ὄνοι καὶ οἱ ἡμίονοι [1072, 258, 1254, 286]
table-cell [326, 409, 360, 420]
table-row [150, 377, 360, 388]
article-text: — Ὁ προϋπολογισμὸς εἶνε ἀδύνατον νὰ ψηφισθῇ εἴτε μέχρι τῶν Ἀπόκρεων, εἴτε μέχρι τέλους τοῦ μηνὸς, διαθέτουσι μέσα καὶ ἂν μεταχειρισθοῦν. [150, 638, 360, 688]
table-cell: 469.— [225, 355, 253, 366]
signature: Νικητόπουλος, Κουζῶνης Δηλιγιάννης [630, 342, 794, 369]
article-subtitle: ΝΕΑ ΕΜΦΑΝΙΣΙΣ ΕΙΣ ΑΛΕΞΑΝΔΡΕΙΑΝ [417, 858, 548, 885]
article-text: Αἱ φράσεις τοῦ κ. Παναγιωτοπούλου σῦνοντας μέσα εἰς τὸν θόρυβον τὰς φωνὰς καὶ τὰς κωδωνοκρουσίας τοῦ Προέδρου ἠχήσαντες νὰ ἐπικρατῆ αὐτῶν... [370, 746, 595, 796]
article-text: — Εἶνε ἀδύνατον νὰ ἐργασθῇ ἡ Βουλὴ χωρὶς κανονισμόν. Αὐτὸ βλέπετε τί γίνεται. [150, 1257, 360, 1295]
table-cell: 71.— [335, 376, 358, 387]
article-title: ΤΟ ΝΥΚΤΕΡΙΝΟΝ [374, 160, 591, 216]
article-text: Τὸ ἡμέτερον Ὑπουργεῖον εἰς οὐδὲν εἶσεται προέδη μέτρον κατὰ τῶν προελεύσεων τῆς Ἀλεξανδρείας. [370, 1113, 595, 1151]
article-subtitle: ΠΟΘΕΝ ΜΕΤΕΔΟΘΗ ΤΟ ΜΙΚΡΟΒΙΟΝ [408, 979, 557, 1006]
article-text: Καὶ μὲ τί δικαίωμα κύριε κάνεις παρατηρήσεις εἰς τὸν βουλευτήν; [370, 569, 595, 594]
article-title: ΥΠΕΡ ΤΗΝ ΜΕΣΟΓΕΙΟΝ [839, 597, 1045, 616]
divider [1068, 551, 1258, 553]
article-text: Ὁ διακεκριμένος ἀξιωματικὸς κ. Γ. Παπακωνσταντίνου ὑπολοχαγὸς τοῦ πεζικοῦ ἐτέλεσε τοὺς ἀρραβῶνάς του μετὰ τῆς δεσποινίδος Ἀθηνᾶς Ν. Κωστοπούλου. [1268, 244, 1443, 320]
table-row [150, 324, 360, 335]
